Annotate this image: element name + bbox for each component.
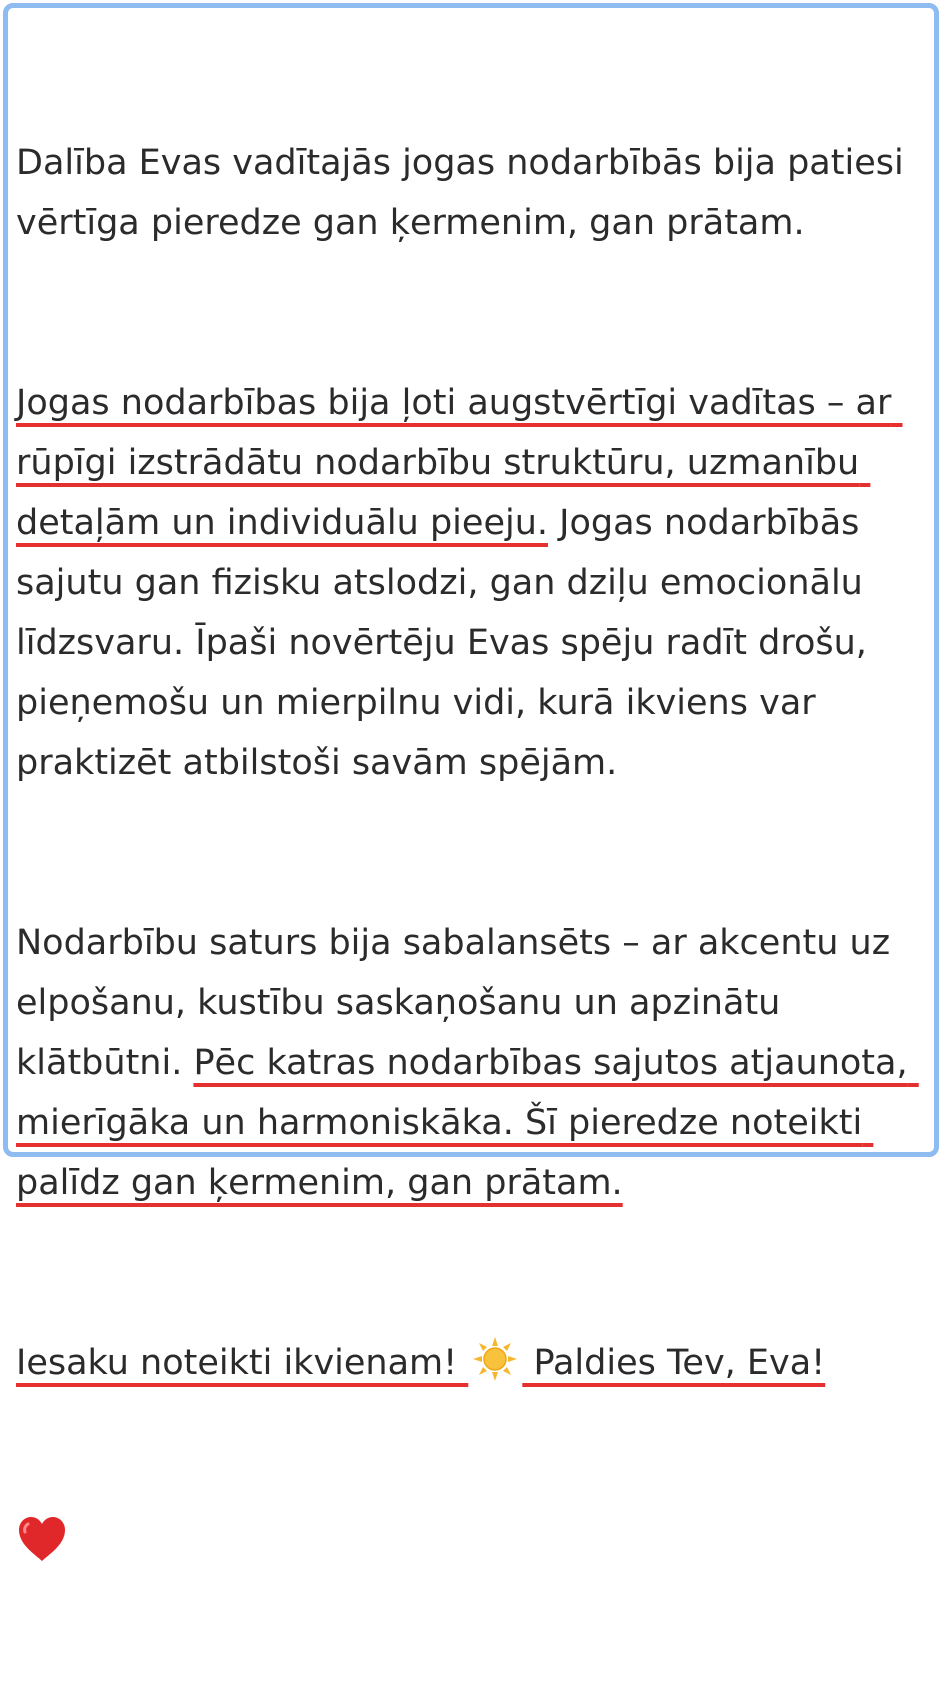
paragraph-3 <box>16 913 931 1213</box>
red-heart-emoji-icon <box>16 1514 68 1564</box>
review-card <box>3 3 939 1383</box>
paragraph-5 <box>16 1513 931 1573</box>
underlined-highlight-3 <box>16 1343 825 1383</box>
paragraph-1 <box>16 133 931 253</box>
underlined-highlight-2: Pēc katras nodarbības sajutos atjaunota, mierīgāka un harmoniskāka. Šī pieredze noteikti palīdz gan ķermenim, gan prātam. <box>16 1043 919 1203</box>
paragraph-2-text: Jogas nodarbībās sajutu gan fizisku atslodzi, gan dziļu emocionālu līdzsvaru. Īpaši novērtēju Evas spēju radīt drošu, pieņemošu un mierpilnu vidi, kurā ikviens var praktizēt atbilstoši savām spējām. <box>16 503 879 783</box>
thanks-text: Paldies Tev, Eva! <box>522 1343 826 1383</box>
underlined-highlight-1: Jogas nodarbības bija ļoti augstvērtīgi vadītas – ar rūpīgi izstrādātu nodarbību struktūru, uzmanību detaļām un individuālu pieeju. <box>16 383 903 543</box>
review-text <box>16 13 931 1693</box>
recommendation-text: Iesaku noteikti ikvienam! <box>16 1343 469 1383</box>
paragraph-1-text: Dalība Evas vadītajās jogas nodarbībās bija patiesi vērtīga pieredze gan ķermenim, gan prātam. <box>16 143 915 243</box>
sun-emoji-icon <box>472 1336 518 1382</box>
paragraph-3-text: Nodarbību saturs bija sabalansēts – ar akcentu uz elpošanu, kustību saskaņošanu un apzinātu klātbūtni. <box>16 923 902 1083</box>
paragraph-4 <box>16 1333 931 1393</box>
paragraph-2 <box>16 373 931 793</box>
